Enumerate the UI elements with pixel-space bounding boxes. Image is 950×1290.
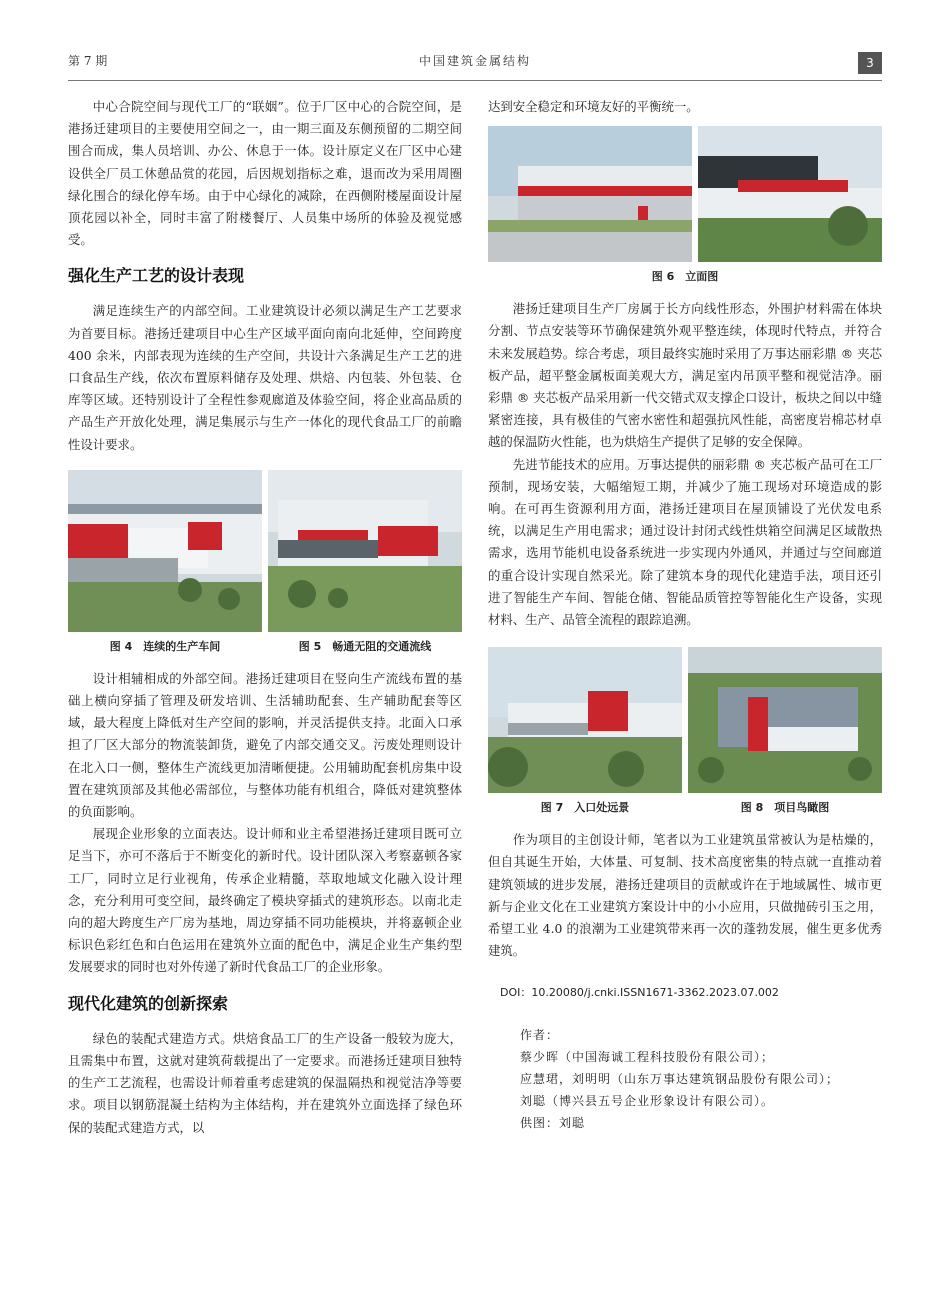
- paragraph: 设计相辅相成的外部空间。港扬迁建项目在竖向生产流线布置的基础上横向穿插了管理及研发培训、生活辅助配套、生产辅助配套等区域，最大程度上降低对生产空间的影响，并灵活提供支持。北面入口承担了厂区大部分的物流装卸货，避免了内部交通交叉。污废处理则设计在北入口一侧，整体生产流线更加清晰便捷。公用辅助配套机房集中设置在建筑顶部及其他必需部位，与整体功能有机组合，降低对建筑整体的负面影响。: [68, 670, 462, 820]
- figure-6-row: [488, 126, 882, 262]
- author-line: 应慧珺，刘明明（山东万事达建筑钢品股份有限公司）；: [520, 1072, 840, 1087]
- figure-6-caption: 图 6 立面图: [651, 270, 719, 284]
- section-heading: 现代化建筑的创新探索: [68, 993, 229, 1013]
- journal-title: 中国建筑金属结构: [418, 54, 531, 68]
- figure-8-caption: 图 8 项目鸟瞰图: [740, 801, 830, 815]
- author-block: [520, 1024, 882, 1134]
- paragraph: 达到安全稳定和环境友好的平衡统一。: [488, 99, 699, 114]
- paragraph: 港扬迁建项目生产厂房属于长方向线性形态，外围护材料需在体块分割、节点安装等环节确保建筑外观平整连续，体现时代特点，并符合未来发展趋势。综合考虑，项目最终实施时采用了万事达丽彩鼎 ® 夹芯板产品，超平整金属板面美观大方，满足室内吊顶平整和视觉洁净。丽彩鼎 ® 夹芯板产品采用新一代交错式双支撑企口设计，板块之间以中缝紧密连接，具有极佳的气密水密性和超强抗风性能，高密度岩棉芯材卓越的保温防火性能，也为烘焙生产提供了足够的安全保障。: [488, 301, 882, 450]
- authors-label: 作者：: [520, 1028, 560, 1043]
- author-line: 蔡少晖（中国海诚工程科技股份有限公司）；: [520, 1050, 775, 1065]
- figure-row-7-8: [488, 647, 882, 793]
- paragraph: 作为项目的主创设计师，笔者以为工业建筑虽常被认为是枯燥的，但自其诞生开始，大体量、可复制、技术高度密集的特点就一直推动着建筑领域的进步发展，港扬迁建项目的贡献或许在于地域属性、城市更新与企业文化在工业建筑方案设计中的小小应用，只做抛砖引玉之用，希望工业 4.0 的浪潮为工业建筑带来再一次的蓬勃发展，催生更多优秀建筑。: [488, 832, 882, 959]
- header-rule: [68, 80, 882, 81]
- paragraph: 满足连续生产的内部空间。工业建筑设计必须以满足生产工艺要求为首要目标。港扬迁建项目中心生产区域平面向南向北延伸，空间跨度 400 余米，内部表现为连续的生产空间，共设计六条满足生产工艺的进口食品生产线，依次布置原料储存及处理、烘焙、内包装、外包装、仓库等区域。还特别设计了全程性参观廊道及体验空间，将企业高品质的产品生产开放化处理，满足集展示与生产一体化的现代食品工厂的前瞻性设计要求。: [68, 303, 462, 452]
- figure-6-photo-left: [488, 126, 692, 262]
- left-column: [68, 96, 462, 1139]
- paragraph: 绿色的装配式建造方式。烘焙食品工厂的生产设备一般较为庞大，且需集中布置，这就对建筑荷载提出了一定要求。而港扬迁建项目独特的生产工艺流程，也需设计师着重考虑建筑的保温隔热和视觉洁净等要求。项目以钢筋混凝土结构为主体结构，并在建筑外立面选择了绿色环保的装配式建造方式，以: [68, 1030, 462, 1135]
- figure-4-caption: 图 4 连续的生产车间: [109, 639, 221, 653]
- figure-8-photo: [688, 647, 882, 793]
- doi-line: DOI：10.20080/j.cnki.ISSN1671-3362.2023.07.002: [500, 986, 779, 1000]
- paragraph: 中心合院空间与现代工厂的“联姻”。位于厂区中心的合院空间，是港扬迁建项目的主要使用空间之一，由一期三面及东侧预留的二期空间围合而成，集人员培训、办公、休息于一体。设计原定义在厂区中心建设供全厂员工休憩品赏的花园，后因规划指标之难，退而改为采用周圈绿化围合的绿化停车场。由于中心绿化的减除，在西侧附楼屋面设计屋顶花园以补全，同时丰富了附楼餐厅、人员集中场所的体验及视觉感受。: [68, 99, 462, 248]
- figure-7-photo: [488, 647, 682, 793]
- paragraph: 先进节能技术的应用。万事达提供的丽彩鼎 ® 夹芯板产品可在工厂预制，现场安装，大幅缩短工期，并减少了施工现场对环境造成的影响。在可再生资源利用方面，港扬迁建项目在屋顶铺设了光伏发电系统，以满足生产用电需求；通过设计封闭式线性烘箱空间满足区域散热需求，选用节能机电设备系统进一步实现内外通风，并通过与空间廊道的重合设计实现自然采光。除了建筑本身的现代化建造手法，项目还引进了智能生产车间、智能仓储、智能品质管控等智能化生产设备，实现材料、生产、品管全流程的跟踪追溯。: [488, 456, 882, 628]
- figure-7-caption: 图 7 入口处远景: [540, 801, 630, 815]
- figure-6-photo-right: [698, 126, 882, 262]
- paragraph: 展现企业形象的立面表达。设计师和业主希望港扬迁建项目既可立足当下，亦可不落后于不断变化的新时代。设计团队深入考察嘉顿各家工厂，同时立足行业视角，传承企业精髓，萃取地域文化融入设计理念，充分利用可变空间，最终确定了模块穿插式的建筑形态。以南北走向的超大跨度生产厂房为基地，周边穿插不同功能模块，并将嘉顿企业标识色彩红色和白色运用在建筑外立面的配色中，满足企业生产集约型发展要求的同时也对外传递了新时代食品工厂的企业形象。: [68, 826, 462, 975]
- section-heading: 强化生产工艺的设计表现: [68, 266, 245, 286]
- figure-5-photo: [268, 470, 462, 632]
- issue-label: 第 7 期: [68, 54, 108, 68]
- page-number: 3: [858, 52, 882, 74]
- right-column: [488, 96, 882, 1134]
- author-line: 刘聪（博兴县五号企业形象设计有限公司）。: [520, 1094, 775, 1109]
- figure-4-photo: [68, 470, 262, 632]
- figure-5-caption: 图 5 畅通无阻的交通流线: [298, 639, 432, 653]
- photo-credit: 供图：刘聪: [520, 1116, 586, 1131]
- caption-row-7-8: [488, 799, 882, 815]
- caption-row-4-5: [68, 638, 462, 654]
- figure-row-4-5: [68, 470, 462, 632]
